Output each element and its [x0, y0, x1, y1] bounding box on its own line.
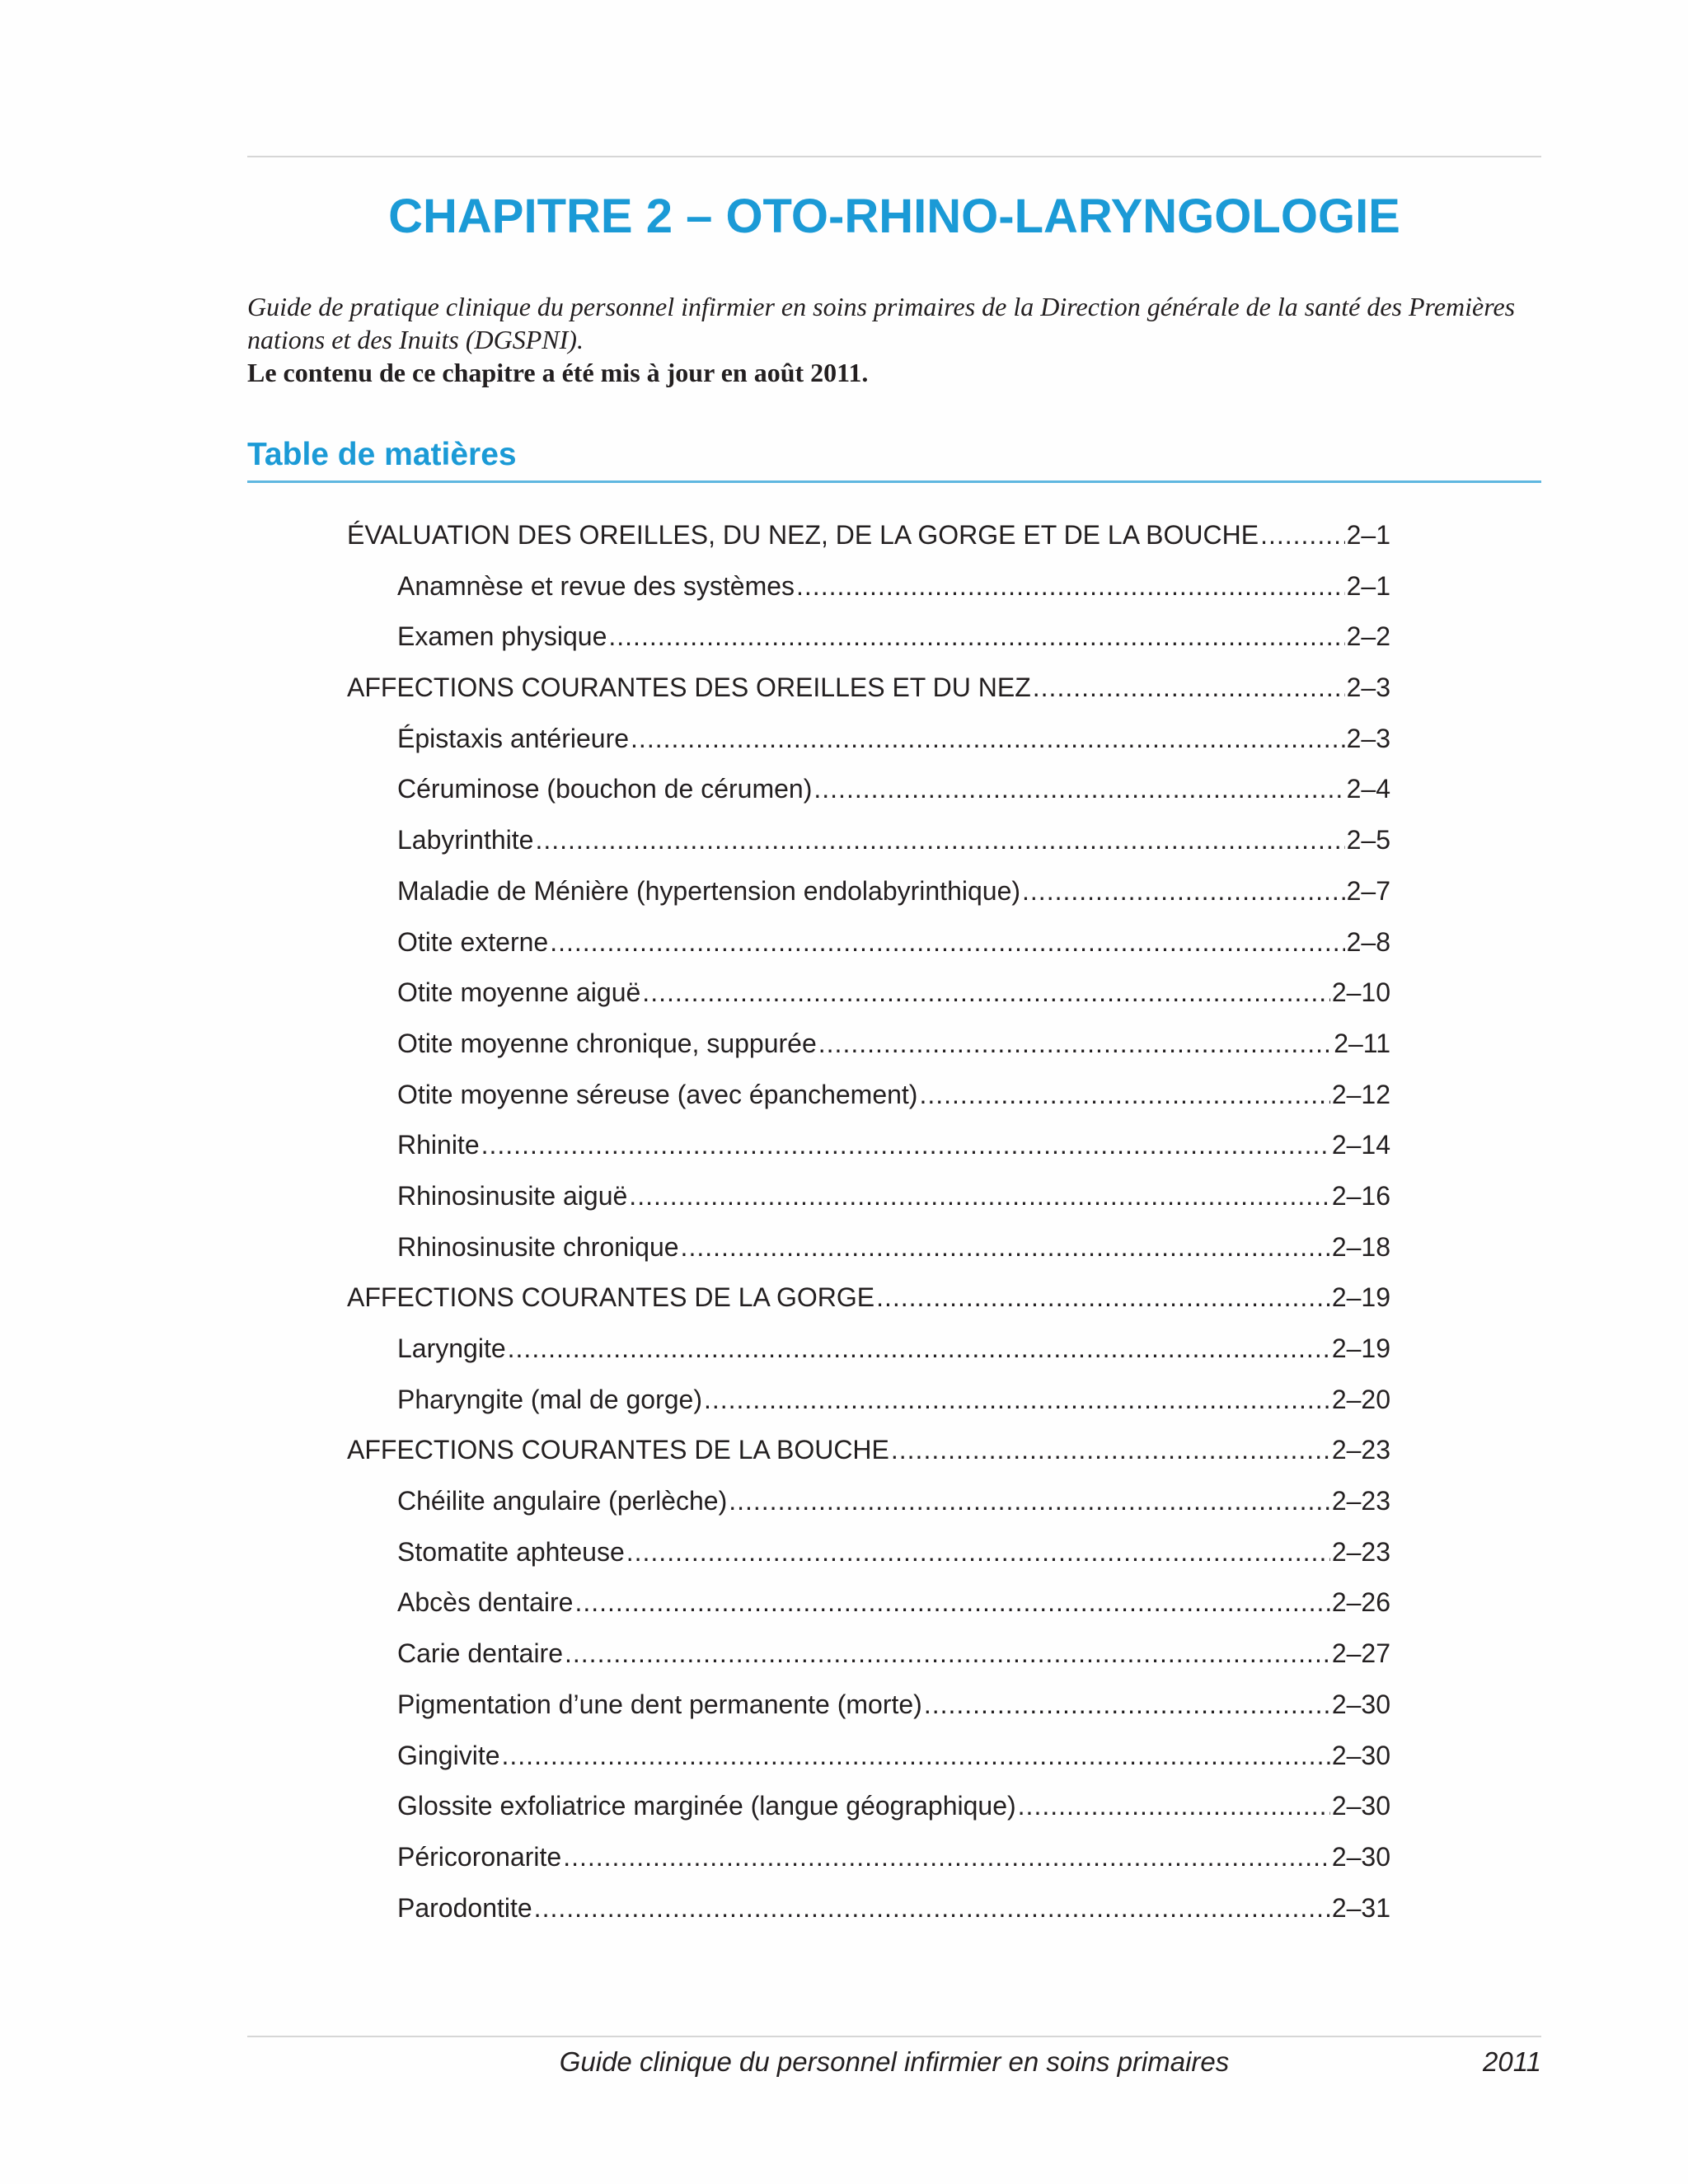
toc-entry-page: 2–27: [1331, 1638, 1390, 1669]
dot-leader: [626, 1531, 1330, 1572]
toc-entry[interactable]: [347, 1379, 1390, 1430]
toc-entry-page: 2–26: [1331, 1587, 1390, 1618]
toc-entry-page: 2–2: [1346, 621, 1390, 652]
dot-leader: [563, 1836, 1330, 1877]
toc-section-entry[interactable]: [347, 1429, 1390, 1480]
toc-entry-label: Rhinosinusite chronique: [397, 1231, 679, 1262]
dot-leader: [919, 1074, 1329, 1115]
toc-entry-label: Otite moyenne chronique, suppurée: [397, 1028, 817, 1058]
toc-entry-label: AFFECTIONS COURANTES DE LA GORGE: [347, 1282, 875, 1313]
dot-leader: [1260, 514, 1345, 555]
toc-heading: Table de matières: [247, 434, 1541, 483]
toc-entry[interactable]: [347, 1836, 1390, 1887]
dot-leader: [729, 1480, 1330, 1521]
toc-entry-label: Épistaxis antérieure: [397, 723, 630, 753]
toc-entry[interactable]: [347, 1582, 1390, 1633]
dot-leader: [1018, 1785, 1330, 1826]
toc-entry-label: Pigmentation d’une dent permanente (morte): [397, 1689, 922, 1719]
toc-entry-label: Parodontite: [397, 1892, 532, 1923]
toc-entry-label: Examen physique: [397, 621, 607, 652]
toc-section-entry[interactable]: [347, 667, 1390, 718]
toc-entry-page: 2–12: [1331, 1079, 1390, 1109]
intro-italic-text: Guide de pratique clinique du personnel infirmier en soins primaires de la Direction générale de la santé des Premières nations et des Inuits (DGSPNI).: [247, 292, 1516, 354]
dot-leader: [924, 1684, 1330, 1725]
toc-section-entry[interactable]: [347, 1277, 1390, 1328]
toc-entry-label: Anamnèse et revue des systèmes: [397, 570, 795, 601]
dot-leader: [891, 1429, 1330, 1470]
dot-leader: [631, 718, 1345, 759]
toc-entry-label: Chéilite angulaire (perlèche): [397, 1486, 728, 1516]
toc-entry-page: 2–30: [1331, 1791, 1390, 1821]
dot-leader: [550, 921, 1344, 963]
toc-entry-page: 2–3: [1346, 723, 1390, 753]
toc-entry-label: Pharyngite (mal de gorge): [397, 1384, 702, 1414]
toc-entry-page: 2–19: [1331, 1282, 1390, 1313]
toc-entry-page: 2–23: [1331, 1536, 1390, 1567]
toc-entry-page: 2–5: [1346, 825, 1390, 855]
footer-year: 2011: [1483, 2046, 1541, 2077]
toc-entry[interactable]: [347, 972, 1390, 1023]
bottom-divider: [247, 2036, 1541, 2037]
toc-entry[interactable]: [347, 1328, 1390, 1379]
toc-entry-label: AFFECTIONS COURANTES DES OREILLES ET DU NEZ: [347, 673, 1031, 703]
toc-entry[interactable]: [347, 1226, 1390, 1277]
top-divider: [247, 156, 1541, 157]
toc-entry-label: Rhinosinusite aiguë: [397, 1180, 628, 1211]
table-of-contents: [347, 514, 1390, 1938]
dot-leader: [629, 1175, 1330, 1216]
toc-entry-page: 2–23: [1331, 1435, 1390, 1465]
dot-leader: [814, 768, 1344, 809]
toc-entry-label: Péricoronarite: [397, 1841, 562, 1872]
footer-title: Guide clinique du personnel infirmier en soins primaires: [559, 2046, 1230, 2077]
toc-entry-page: 2–8: [1346, 926, 1390, 957]
dot-leader: [534, 1887, 1330, 1929]
dot-leader: [535, 819, 1344, 860]
toc-entry[interactable]: [347, 1531, 1390, 1582]
toc-entry-label: Otite moyenne séreuse (avec épanchement): [397, 1079, 918, 1109]
toc-entry[interactable]: [347, 819, 1390, 870]
toc-entry[interactable]: [347, 1074, 1390, 1125]
toc-entry-page: 2–19: [1331, 1333, 1390, 1363]
toc-entry-page: 2–30: [1331, 1841, 1390, 1872]
toc-entry-page: 2–3: [1346, 673, 1390, 703]
toc-entry-page: 2–30: [1331, 1689, 1390, 1719]
dot-leader: [796, 565, 1345, 607]
toc-entry-label: Otite externe: [397, 926, 549, 957]
toc-entry-label: Glossite exfoliatrice marginée (langue géographique): [397, 1791, 1016, 1821]
toc-entry-page: 2–11: [1334, 1028, 1390, 1058]
toc-entry[interactable]: [347, 718, 1390, 769]
toc-entry-label: Carie dentaire: [397, 1638, 563, 1669]
toc-entry-page: 2–7: [1346, 875, 1390, 906]
dot-leader: [1022, 870, 1345, 912]
toc-entry-page: 2–10: [1331, 977, 1390, 1008]
intro-paragraph: [247, 290, 1541, 389]
toc-entry-label: Rhinite: [397, 1130, 480, 1160]
toc-entry[interactable]: [347, 1735, 1390, 1786]
toc-entry-label: Otite moyenne aiguë: [397, 977, 641, 1008]
toc-entry-label: Abcès dentaire: [397, 1587, 574, 1618]
toc-entry[interactable]: [347, 768, 1390, 819]
toc-entry-page: 2–4: [1346, 774, 1390, 804]
dot-leader: [681, 1226, 1330, 1268]
toc-entry-label: Maladie de Ménière (hypertension endolabyrinthique): [397, 875, 1021, 906]
dot-leader: [565, 1633, 1330, 1674]
dot-leader: [1033, 667, 1345, 708]
toc-entry-page: 2–31: [1331, 1892, 1390, 1923]
dot-leader: [818, 1023, 1332, 1064]
toc-entry[interactable]: [347, 1684, 1390, 1735]
toc-entry-label: Laryngite: [397, 1333, 506, 1363]
toc-entry-page: 2–18: [1331, 1231, 1390, 1262]
toc-entry[interactable]: [347, 1175, 1390, 1226]
toc-entry[interactable]: [347, 1785, 1390, 1836]
dot-leader: [704, 1379, 1330, 1420]
toc-entry[interactable]: [347, 1023, 1390, 1074]
toc-entry[interactable]: [347, 616, 1390, 667]
intro-update-note: Le contenu de ce chapitre a été mis à jour en août 2011.: [247, 358, 869, 387]
toc-entry[interactable]: [347, 921, 1390, 972]
toc-entry[interactable]: [347, 1887, 1390, 1938]
toc-entry[interactable]: [347, 1633, 1390, 1684]
dot-leader: [481, 1124, 1330, 1165]
toc-entry-page: 2–1: [1346, 570, 1390, 601]
toc-entry-label: AFFECTIONS COURANTES DE LA BOUCHE: [347, 1435, 889, 1465]
toc-entry-page: 2–16: [1331, 1180, 1390, 1211]
toc-entry-label: Stomatite aphteuse: [397, 1536, 625, 1567]
dot-leader: [574, 1582, 1329, 1623]
dot-leader: [608, 616, 1344, 657]
toc-entry-page: 2–14: [1331, 1130, 1390, 1160]
toc-entry-label: Labyrinthite: [397, 825, 534, 855]
toc-entry[interactable]: [347, 565, 1390, 616]
toc-entry-label: ÉVALUATION DES OREILLES, DU NEZ, DE LA GORGE ET DE LA BOUCHE: [347, 520, 1259, 550]
toc-entry[interactable]: [347, 870, 1390, 921]
dot-leader: [502, 1735, 1330, 1776]
toc-entry-label: Céruminose (bouchon de cérumen): [397, 774, 813, 804]
toc-entry-page: 2–23: [1331, 1486, 1390, 1516]
toc-entry-page: 2–20: [1331, 1384, 1390, 1414]
dot-leader: [642, 972, 1330, 1013]
toc-entry-page: 2–30: [1331, 1740, 1390, 1770]
toc-entry[interactable]: [347, 1480, 1390, 1531]
toc-entry-page: 2–1: [1346, 520, 1390, 550]
chapter-title: CHAPITRE 2 – OTO-RHINO-LARYNGOLOGIE: [388, 190, 1400, 243]
dot-leader: [508, 1328, 1330, 1369]
toc-entry-label: Gingivite: [397, 1740, 500, 1770]
dot-leader: [876, 1277, 1330, 1318]
toc-entry[interactable]: [347, 1124, 1390, 1175]
toc-section-entry[interactable]: [347, 514, 1390, 565]
